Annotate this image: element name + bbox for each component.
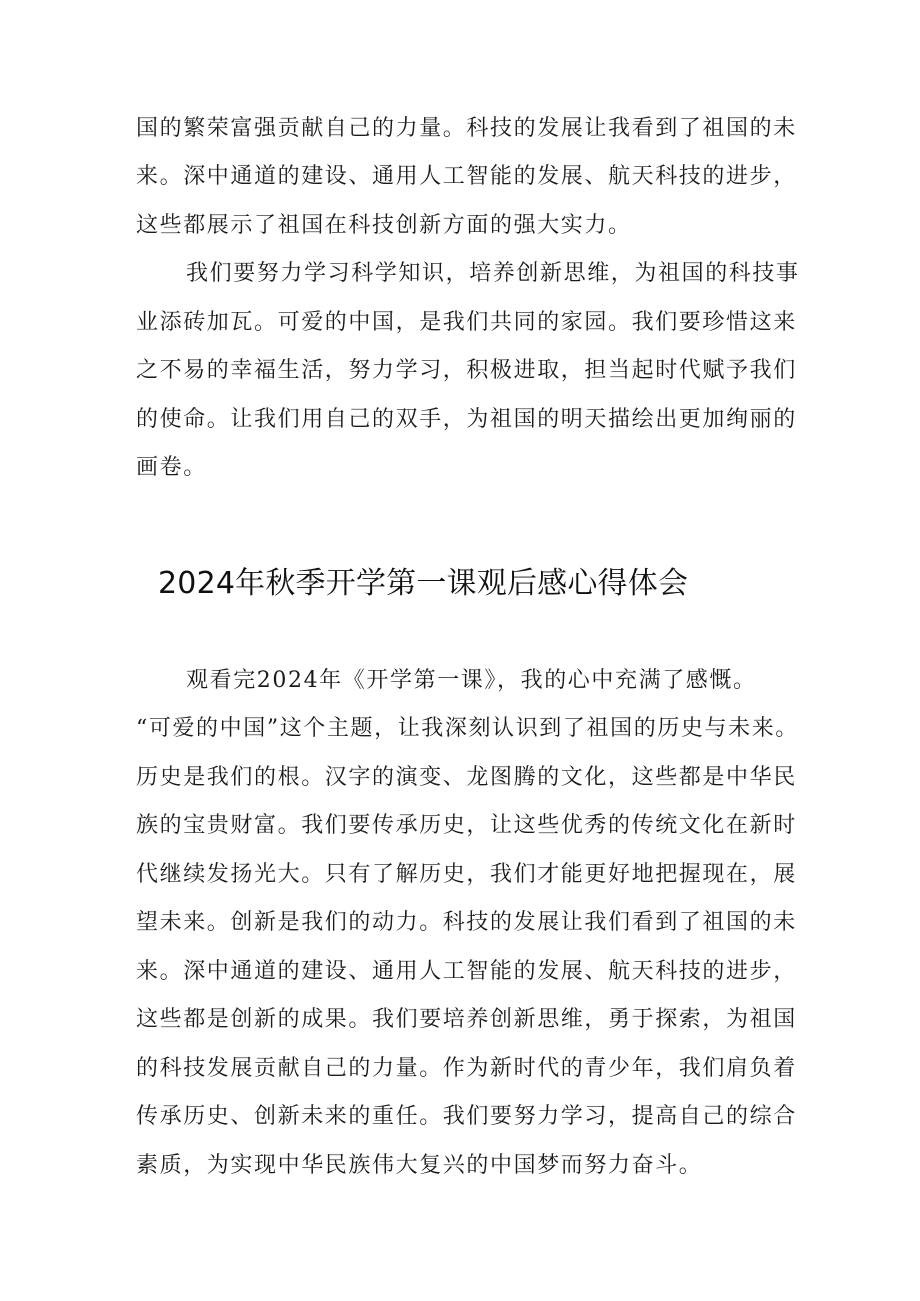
text-line: 来。深中通道的建设、通用人工智能的发展、航天科技的进步， [136, 164, 797, 189]
text-line: 望未来。创新是我们的动力。科技的发展让我们看到了祖国的未 [136, 910, 797, 935]
text-line: 这些都是创新的成果。我们要培养创新思维，勇于探索，为祖国 [136, 1007, 797, 1032]
text-line: 代继续发扬光大。只有了解历史，我们才能更好地把握现在，展 [136, 862, 797, 887]
text-line: 观看完2024年《开学第一课》，我的心中充满了感慨。 [186, 668, 757, 693]
text-line: 画卷。 [136, 455, 207, 480]
text-line: 业添砖加瓦。可爱的中国，是我们共同的家园。我们要珍惜这来 [136, 310, 797, 335]
text-line: “可爱的中国”这个主题，让我深刻认识到了祖国的历史与未来。 [136, 716, 799, 741]
text-line: 之不易的幸福生活，努力学习，积极进取，担当起时代赋予我们 [136, 358, 797, 383]
text-line: 的科技发展贡献自己的力量。作为新时代的青少年，我们肩负着 [136, 1056, 797, 1081]
text-line: 传承历史、创新未来的重任。我们要努力学习，提高自己的综合 [136, 1104, 797, 1129]
text-line: 的使命。让我们用自己的双手，为祖国的明天描绘出更加绚丽的 [136, 407, 797, 432]
text-line: 历史是我们的根。汉字的演变、龙图腾的文化，这些都是中华民 [136, 765, 797, 790]
text-line: 素质，为实现中华民族伟大复兴的中国梦而努力奋斗。 [136, 1153, 703, 1178]
text-line: 我们要努力学习科学知识，培养创新思维，为祖国的科技事 [186, 261, 800, 286]
text-line: 来。深中通道的建设、通用人工智能的发展、航天科技的进步， [136, 959, 797, 984]
text-line: 这些都展示了祖国在科技创新方面的强大实力。 [136, 213, 632, 238]
text-line: 国的繁荣富强贡献自己的力量。科技的发展让我看到了祖国的未 [136, 116, 797, 141]
text-line: 族的宝贵财富。我们要传承历史，让这些优秀的传统文化在新时 [136, 813, 797, 838]
document-title: 2024年秋季开学第一课观后感心得体会 [158, 566, 689, 601]
